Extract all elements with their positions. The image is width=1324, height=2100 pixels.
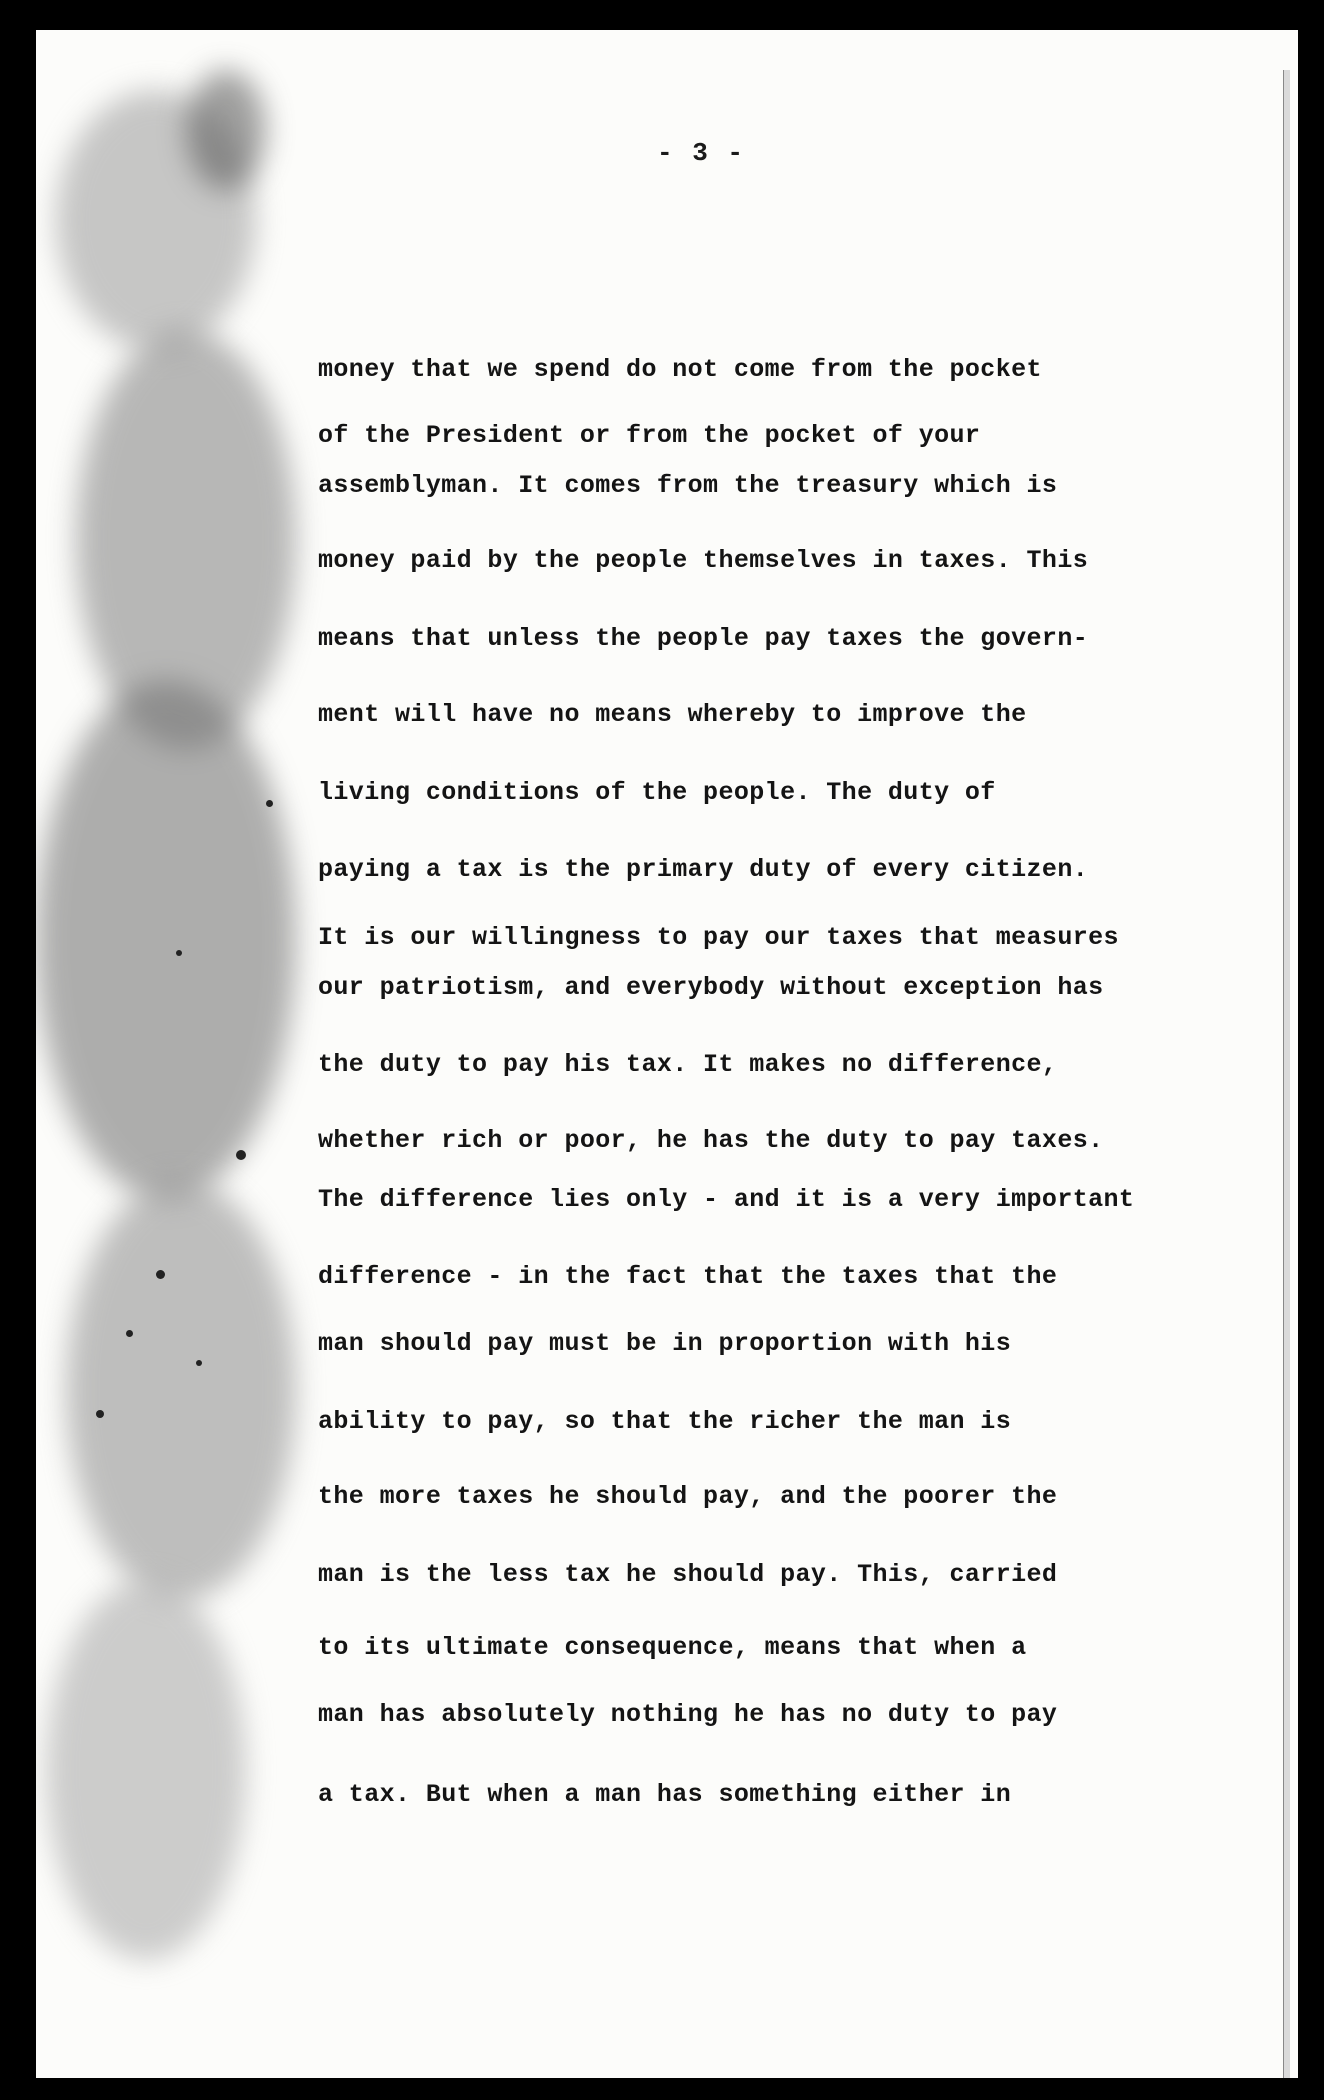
stain-mark bbox=[186, 70, 266, 190]
text-line: It is our willingness to pay our taxes that measures bbox=[318, 923, 1119, 952]
text-line: our patriotism, and everybody without exception has bbox=[318, 973, 1104, 1002]
stain-mark bbox=[66, 1180, 296, 1600]
text-line: means that unless the people pay taxes the govern- bbox=[318, 624, 1089, 653]
text-line: living conditions of the people. The duty of bbox=[318, 778, 996, 807]
ink-speck bbox=[266, 800, 273, 807]
stain-mark bbox=[46, 1580, 246, 1960]
text-line: to its ultimate consequence, means that when a bbox=[318, 1633, 1027, 1662]
text-line: money paid by the people themselves in taxes. This bbox=[318, 546, 1089, 575]
ink-speck bbox=[196, 1360, 202, 1366]
ink-speck bbox=[236, 1150, 246, 1160]
text-line: difference - in the fact that the taxes that the bbox=[318, 1262, 1058, 1291]
ink-speck bbox=[176, 950, 182, 956]
text-line: man has absolutely nothing he has no duty to pay bbox=[318, 1700, 1058, 1729]
ink-speck bbox=[96, 1410, 104, 1418]
stain-mark bbox=[36, 680, 296, 1200]
text-line: paying a tax is the primary duty of every citizen. bbox=[318, 855, 1089, 884]
text-line: The difference lies only - and it is a very important bbox=[318, 1185, 1135, 1214]
text-line: ability to pay, so that the richer the man is bbox=[318, 1407, 1012, 1436]
ink-speck bbox=[156, 1270, 165, 1279]
document-page bbox=[36, 30, 1298, 2078]
text-line: whether rich or poor, he has the duty to pay taxes. bbox=[318, 1126, 1104, 1155]
text-line: money that we spend do not come from the pocket bbox=[318, 355, 1042, 384]
page-number: - 3 - bbox=[656, 138, 745, 168]
text-line: man is the less tax he should pay. This, carried bbox=[318, 1560, 1058, 1589]
text-line: the duty to pay his tax. It makes no difference, bbox=[318, 1050, 1058, 1079]
text-line: man should pay must be in proportion with his bbox=[318, 1329, 1012, 1358]
text-line: assemblyman. It comes from the treasury which is bbox=[318, 471, 1058, 500]
text-line: of the President or from the pocket of your bbox=[318, 421, 981, 450]
text-line: ment will have no means whereby to improve the bbox=[318, 700, 1027, 729]
text-line: a tax. But when a man has something either in bbox=[318, 1780, 1012, 1809]
page-edge bbox=[1283, 70, 1290, 2078]
ink-speck bbox=[126, 1330, 133, 1337]
text-line: the more taxes he should pay, and the poorer the bbox=[318, 1482, 1058, 1511]
